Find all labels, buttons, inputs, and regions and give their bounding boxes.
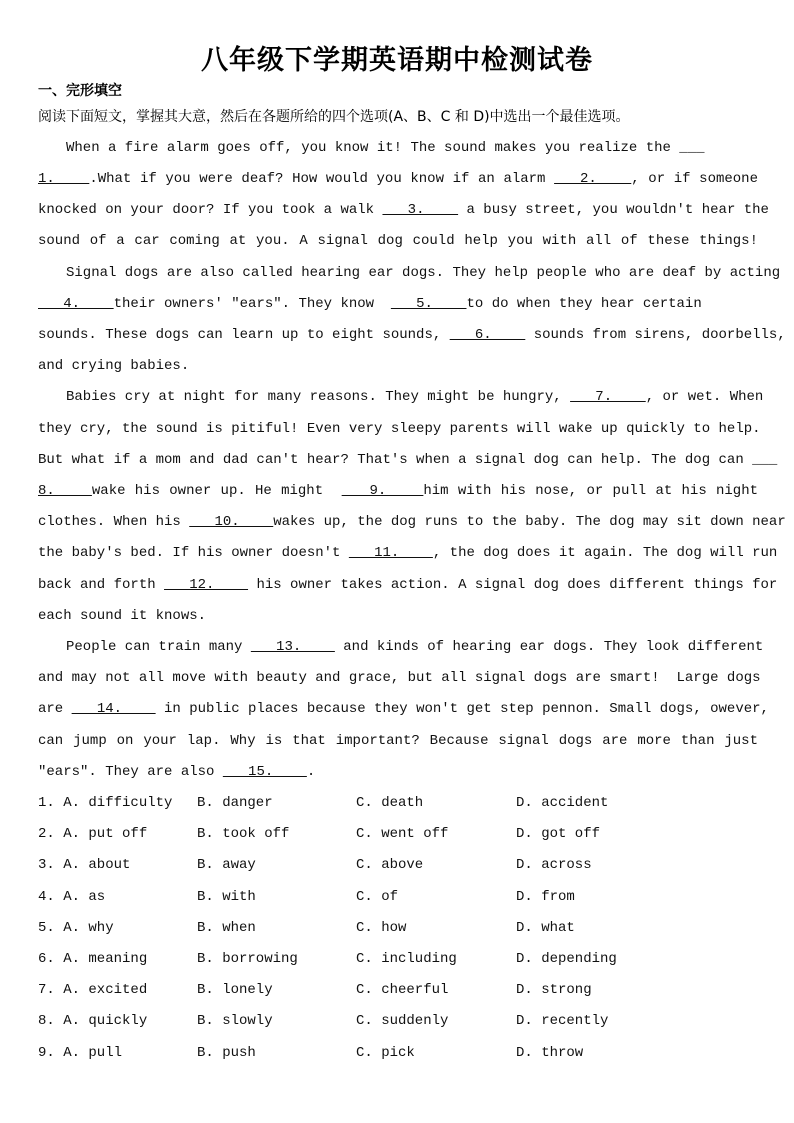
passage-line	[38, 667, 761, 689]
passage-text: clothes. When his	[38, 514, 190, 530]
passage-line	[38, 730, 758, 752]
option-c: C. death	[356, 795, 424, 811]
question-options-row	[38, 823, 758, 845]
option-b: B. away	[197, 857, 256, 873]
option-c: C. cheerful	[356, 982, 449, 998]
passage-text: , the dog does it again. The dog will run	[432, 545, 778, 561]
answer-blank: 10.	[189, 514, 274, 530]
option-d: D. accident	[516, 795, 609, 811]
passage-text: knocked on your door? If you took a walk	[38, 202, 383, 218]
option-d: D. what	[516, 920, 575, 936]
passage-text: People can train many	[66, 639, 251, 655]
option-c: C. of	[356, 889, 399, 905]
question-options-row	[38, 854, 758, 876]
passage-text: his owner takes action. A signal dog does different things for	[248, 577, 778, 593]
option-b: B. push	[197, 1045, 256, 1061]
passage-text: the baby's bed. If his owner doesn't	[38, 545, 349, 561]
passage-text: are	[38, 701, 72, 717]
option-a: 8. A. quickly	[38, 1013, 148, 1029]
option-a: 4. A. as	[38, 889, 106, 905]
passage-text: Signal dogs are also called hearing ear dogs. They help people who are deaf by acting	[66, 265, 781, 281]
passage-line	[38, 293, 758, 315]
passage-line	[38, 605, 758, 627]
option-b: B. danger	[197, 795, 273, 811]
passage-text: back and forth	[38, 577, 165, 593]
answer-blank: 14.	[71, 701, 156, 717]
option-a: 2. A. put off	[38, 826, 148, 842]
page-title: 八年级下学期英语期中检测试卷	[201, 45, 593, 76]
instructions: 阅读下面短文，掌握其大意，然后在各题所给的四个选项(A、B、C 和 D)中选出一个最佳选项。	[38, 109, 630, 125]
passage-text: , or wet. When	[645, 389, 764, 405]
passage-line	[66, 137, 758, 159]
passage-text: Babies cry at night for many reasons. They might be hungry,	[66, 389, 571, 405]
passage-text: sounds. These dogs can learn up to eight sounds,	[38, 327, 450, 343]
question-options-row	[38, 948, 758, 970]
answer-blank: 6.	[449, 327, 526, 343]
passage-line	[38, 574, 778, 596]
answer-blank: 3.	[382, 202, 459, 218]
passage-text: and kinds of hearing ear dogs. They look different	[334, 639, 764, 655]
passage-text: "ears". They are also	[38, 764, 223, 780]
passage-line	[38, 511, 786, 533]
passage-text: their owners' "ears". They know	[113, 296, 391, 312]
answer-blank: 12.	[164, 577, 249, 593]
passage-line	[38, 449, 778, 471]
option-a: 9. A. pull	[38, 1045, 123, 1061]
answer-blank: 15.	[222, 764, 307, 780]
passage-text: a busy street, you wouldn't hear the	[458, 202, 769, 218]
passage-line	[38, 698, 769, 720]
question-options-row	[38, 979, 758, 1001]
passage-text: and may not all move with beauty and grace, but all signal dogs are smart! Large dogs	[38, 670, 761, 686]
passage-text: to do when they hear certain	[466, 296, 702, 312]
option-d: D. strong	[516, 982, 592, 998]
option-d: D. got off	[516, 826, 601, 842]
question-options-row	[38, 917, 758, 939]
passage-text: .	[306, 764, 316, 780]
passage-text: .What if you were deaf? How would you know if an alarm	[89, 171, 555, 187]
option-a: 5. A. why	[38, 920, 114, 936]
option-c: C. including	[356, 951, 457, 967]
answer-blank: 2.	[554, 171, 632, 187]
question-options-row	[38, 1042, 758, 1064]
passage-text: him with his nose, or pull at his night	[423, 483, 758, 499]
passage-text: When a fire alarm goes off, you know it! The sound makes you realize the ___	[66, 140, 705, 156]
option-c: C. pick	[356, 1045, 415, 1061]
option-d: D. throw	[516, 1045, 584, 1061]
passage-text: wakes up, the dog runs to the baby. The dog may sit down near	[273, 514, 786, 530]
option-d: D. recently	[516, 1013, 609, 1029]
passage-line	[66, 386, 764, 408]
answer-blank: 5.	[390, 296, 467, 312]
passage-line	[66, 262, 781, 284]
passage-line	[38, 542, 778, 564]
option-d: D. from	[516, 889, 575, 905]
answer-blank: 13.	[250, 639, 335, 655]
option-a: 3. A. about	[38, 857, 131, 873]
option-b: B. lonely	[197, 982, 273, 998]
option-b: B. when	[197, 920, 256, 936]
option-d: D. across	[516, 857, 592, 873]
option-b: B. borrowing	[197, 951, 298, 967]
answer-blank: 7.	[570, 389, 646, 405]
answer-blank: 1.	[38, 171, 90, 187]
answer-blank: 4.	[38, 296, 114, 312]
question-options-row	[38, 1010, 758, 1032]
passage-line	[38, 355, 758, 377]
answer-blank: 8.	[38, 483, 92, 499]
answer-blank: 9.	[341, 483, 424, 499]
passage-line	[38, 480, 758, 502]
passage-line	[38, 230, 758, 252]
answer-blank: 11.	[348, 545, 433, 561]
option-c: C. above	[356, 857, 424, 873]
question-options-row	[38, 886, 758, 908]
section-heading: 一、完形填空	[38, 83, 122, 99]
passage-line	[38, 199, 769, 221]
passage-text: sound of a car coming at you. A signal dog could help you with all of these things!	[38, 233, 758, 249]
passage-text: each sound it knows.	[38, 608, 207, 624]
option-b: B. with	[197, 889, 256, 905]
passage-text: they cry, the sound is pitiful! Even very sleepy parents will wake up quickly to help.	[38, 421, 761, 437]
passage-text: But what if a mom and dad can't hear? That's when a signal dog can help. The dog can ___	[38, 452, 778, 468]
option-a: 7. A. excited	[38, 982, 148, 998]
passage-line	[38, 761, 758, 783]
passage-line	[38, 324, 786, 346]
passage-text: and crying babies.	[38, 358, 190, 374]
passage-text: in public places because they won't get step pennon. Small dogs, owever,	[155, 701, 769, 717]
option-b: B. took off	[197, 826, 290, 842]
option-c: C. suddenly	[356, 1013, 449, 1029]
question-options-row	[38, 792, 758, 814]
option-a: 6. A. meaning	[38, 951, 148, 967]
passage-line	[38, 418, 761, 440]
passage-text: can jump on your lap. Why is that important? Because signal dogs are more than just	[38, 733, 758, 749]
passage-line	[38, 168, 758, 190]
passage-text: , or if someone	[631, 171, 758, 187]
option-d: D. depending	[516, 951, 617, 967]
option-a: 1. A. difficulty	[38, 795, 173, 811]
option-b: B. slowly	[197, 1013, 273, 1029]
passage-text: sounds from sirens, doorbells,	[525, 327, 786, 343]
option-c: C. how	[356, 920, 407, 936]
option-c: C. went off	[356, 826, 449, 842]
passage-text: wake his owner up. He might	[91, 483, 342, 499]
passage-line	[66, 636, 764, 658]
